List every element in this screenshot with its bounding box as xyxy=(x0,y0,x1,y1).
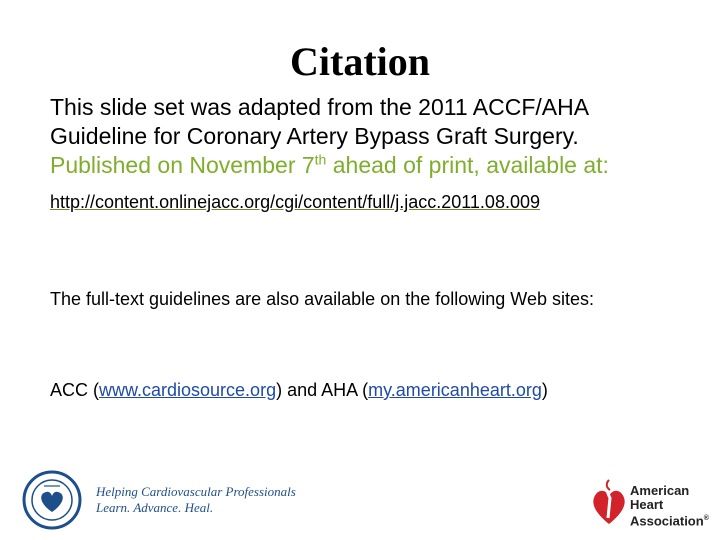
published-line xyxy=(50,151,710,180)
source-url-link[interactable]: http://content.onlinejacc.org/cgi/content/full/j.jacc.2011.08.009 xyxy=(50,192,540,212)
published-suffix: ahead of print, available at: xyxy=(326,152,609,178)
acc-website-link[interactable]: www.cardiosource.org xyxy=(99,380,277,400)
sites-middle: ) and AHA ( xyxy=(276,380,369,400)
registered-mark: ® xyxy=(703,515,709,522)
aha-wordmark xyxy=(630,484,709,528)
intro-line-1: This slide set was adapted from the 2011 ACCF/AHA xyxy=(50,94,590,120)
aha-heart-torch-icon xyxy=(588,478,630,528)
aha-name-line-3: Association® xyxy=(630,513,709,529)
acc-seal-logo xyxy=(22,470,82,530)
acc-tagline-line-2: Learn. Advance. Heal. xyxy=(96,500,214,515)
aha-name-line-1: American xyxy=(630,483,690,498)
aha-name-line-2: Heart xyxy=(630,497,664,512)
published-prefix: Published on November 7 xyxy=(50,152,315,178)
citation-intro xyxy=(50,93,710,180)
acc-label: ACC ( xyxy=(50,380,99,400)
full-text-note: The full-text guidelines are also available on the following Web sites: xyxy=(50,289,594,309)
aha-website-link[interactable]: my.americanheart.org xyxy=(368,380,542,400)
slide-title: Citation xyxy=(290,39,430,84)
sites-end: ) xyxy=(541,380,548,400)
published-sup: th xyxy=(314,151,327,168)
acc-tagline xyxy=(96,484,296,516)
sites-line xyxy=(50,378,710,402)
acc-tagline-line-1: Helping Cardiovascular Professionals xyxy=(96,484,296,499)
intro-line-2: Guideline for Coronary Artery Bypass Graft Surgery. xyxy=(50,123,579,149)
